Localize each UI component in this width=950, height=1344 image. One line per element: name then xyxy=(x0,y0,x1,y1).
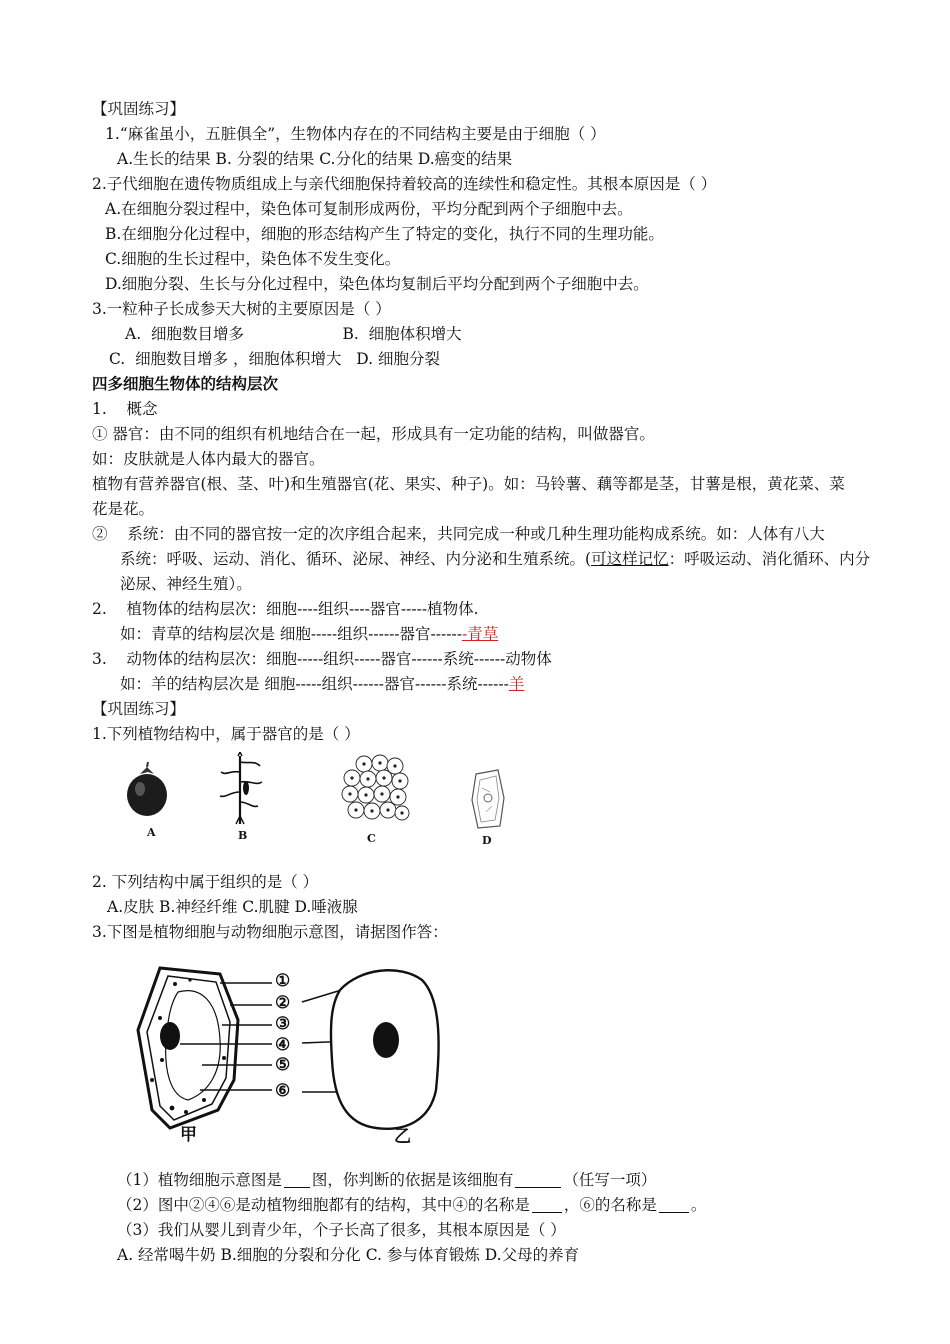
plant-organs-line-2: 花是花。 xyxy=(92,500,155,518)
concept-heading: 1. 概念 xyxy=(92,400,158,418)
cell-number-4: ④ xyxy=(275,1035,291,1055)
animal-levels: 3. 动物体的结构层次：细胞-----组织-----器官------系统------动物体 xyxy=(92,650,552,668)
sub-question-1-a: （1）植物细胞示意图是 xyxy=(117,1171,282,1189)
sub-question-2-a: （2）图中②④⑥是动植物细胞都有的结构，其中④的名称是 xyxy=(117,1196,530,1214)
question-3: 3.一粒种子长成参天大树的主要原因是（ ） xyxy=(92,300,391,318)
system-text-b: ：呼吸运动、消化循环、内分 xyxy=(668,550,871,568)
answer-blank-1[interactable] xyxy=(284,1171,310,1188)
exercise-3: 3.下图是植物细胞与动物细胞示意图，请据图作答： xyxy=(92,923,448,941)
cell-tissue-image xyxy=(340,754,414,828)
animal-cell-caption: 乙 xyxy=(394,1127,411,1147)
system-definition-2 xyxy=(120,548,870,570)
figure-label-b: B xyxy=(238,829,248,842)
question-3-options-cd: C. 细胞数目增多 ，细胞体积增大 D. 细胞分裂 xyxy=(109,350,441,368)
question-2-option-d: D.细胞分裂、生长与分化过程中，染色体均复制后平均分配到两个子细胞中去。 xyxy=(105,275,649,293)
system-definition-1: ② 系统：由不同的器官按一定的次序组合起来，共同完成一种或几种生理功能构成系统。如：人体有八大 xyxy=(92,525,825,543)
question-3-options-ab: A. 细胞数目增多 B. 细胞体积增大 xyxy=(125,325,462,343)
question-2-option-a: A.在细胞分裂过程中，染色体可复制形成两份，平均分配到两个子细胞中去。 xyxy=(105,200,633,218)
question-2: 2.子代细胞在遗传物质组成上与亲代细胞保持着较高的连续性和稳定性。其根本原因是（ ） xyxy=(92,175,717,193)
plant-cell-image xyxy=(468,768,508,830)
system-definition-3: 泌尿、神经生殖）。 xyxy=(120,575,252,593)
answer-blank-4[interactable] xyxy=(659,1196,689,1213)
organ-example: 如：皮肤就是人体内最大的器官。 xyxy=(92,450,325,468)
corn-plant-image xyxy=(218,752,264,826)
memory-tip: 可这样记忆 xyxy=(591,550,669,568)
question-1-options: A.生长的结果 B. 分裂的结果 C.分化的结果 D.癌变的结果 xyxy=(117,150,513,168)
cell-number-3: ③ xyxy=(275,1014,291,1034)
section-heading-2: 【巩固练习】 xyxy=(92,700,186,718)
exercise-2: 2. 下列结构中属于组织的是（ ） xyxy=(92,873,319,891)
exercise-1: 1.下列植物结构中，属于器官的是（ ） xyxy=(92,725,360,743)
sub-question-3: （3）我们从婴儿到青少年，个子长高了很多，其根本原因是（ ） xyxy=(117,1221,566,1239)
sub-question-1 xyxy=(117,1169,656,1191)
sub-question-2-c: 。 xyxy=(690,1196,707,1214)
figure-label-a: A xyxy=(147,826,156,839)
figure-label-c: C xyxy=(367,832,376,845)
sub-question-1-b: 图，你判断的依据是该细胞有 xyxy=(311,1171,514,1189)
plant-organs-line-1: 植物有营养器官(根、茎、叶)和生殖器官(花、果实、种子)。如：马铃薯、藕等都是茎，甘薯是根，黄花菜、菜 xyxy=(92,475,845,493)
system-text-a: 系统：呼吸、运动、消化、循环、泌尿、神经、内分泌和生殖系统。( xyxy=(120,550,592,568)
sub-question-1-c: （任写一项） xyxy=(563,1171,657,1189)
question-2-option-b: B.在细胞分化过程中，细胞的形态结构产生了特定的变化，执行不同的生理功能。 xyxy=(105,225,664,243)
animal-example-answer: 羊 xyxy=(508,675,525,693)
figure-label-d: D xyxy=(482,834,492,847)
cell-number-5: ⑤ xyxy=(275,1055,291,1075)
animal-example xyxy=(120,673,524,695)
cell-number-2: ② xyxy=(275,993,291,1013)
plant-cell-caption: 甲 xyxy=(180,1125,197,1145)
answer-blank-3[interactable] xyxy=(532,1196,562,1213)
section-heading: 【巩固练习】 xyxy=(92,100,186,118)
cell-number-6: ⑥ xyxy=(275,1081,291,1101)
plant-levels: 2. 植物体的结构层次：细胞----组织----器官-----植物体. xyxy=(92,600,479,618)
sub-question-2 xyxy=(117,1194,706,1216)
section-title: 四多细胞生物体的结构层次 xyxy=(92,374,279,393)
plant-example xyxy=(120,623,498,645)
answer-blank-2[interactable] xyxy=(515,1171,561,1188)
plant-example-text: 如：青草的结构层次是 细胞-----组织------器官------ xyxy=(120,625,462,643)
exercise-2-options: A.皮肤 B.神经纤维 C.肌腱 D.唾液腺 xyxy=(107,898,358,916)
tomato-image xyxy=(124,762,174,820)
organ-definition: ① 器官：由不同的组织有机地结合在一起，形成具有一定功能的结构，叫做器官。 xyxy=(92,425,655,443)
animal-example-text: 如：羊的结构层次是 细胞-----组织------器官------系统------ xyxy=(120,675,509,693)
question-2-option-c: C.细胞的生长过程中，染色体不发生变化。 xyxy=(105,250,401,268)
sub-question-2-b: ，⑥的名称是 xyxy=(563,1196,657,1214)
question-1: 1.“麻雀虽小，五脏俱全”，生物体内存在的不同结构主要是由于细胞（ ） xyxy=(105,125,606,143)
sub-question-3-options: A. 经常喝牛奶 B.细胞的分裂和分化 C. 参与体育锻炼 D.父母的养育 xyxy=(117,1246,580,1264)
cell-number-1: ① xyxy=(275,971,291,991)
plant-example-answer: -青草 xyxy=(461,625,499,643)
